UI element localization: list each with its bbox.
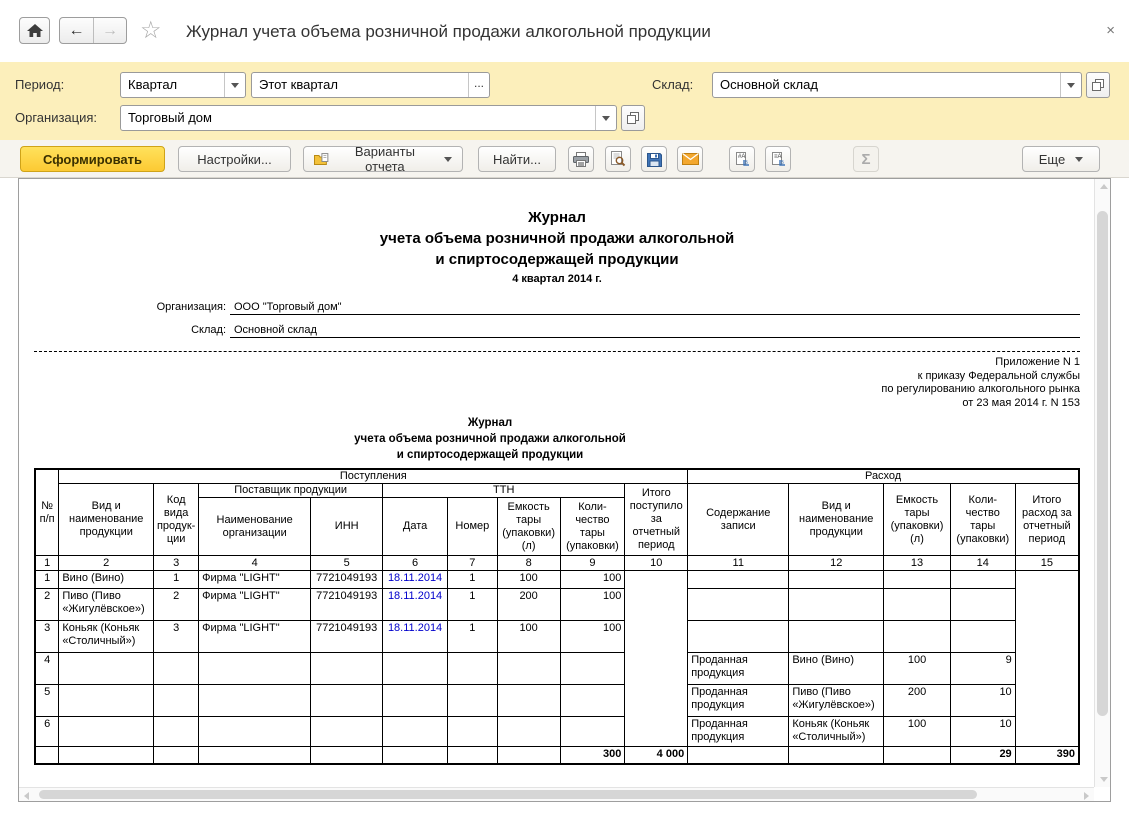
organization-open-button[interactable] — [621, 105, 645, 131]
totals-cell — [789, 747, 884, 764]
save-icon — [647, 152, 662, 167]
table-cell[interactable]: 18.11.2014 — [383, 571, 448, 589]
table-cell: Проданная продукция — [688, 717, 789, 747]
header-capacity2: Емкость тары (упаковки) (л) — [884, 484, 951, 556]
more-label: Еще — [1038, 151, 1066, 167]
table-cell — [688, 571, 789, 589]
report-document — [19, 179, 1094, 787]
table-cell — [884, 571, 951, 589]
chevron-down-icon — [444, 157, 452, 162]
journal-table — [34, 468, 1080, 765]
report-title: Журнал учета объема розничной продажи алкогольной и спиртосодержащей продукции — [379, 209, 735, 268]
table-body — [35, 571, 1079, 764]
horizontal-scroll-thumb[interactable] — [39, 790, 977, 799]
chevron-down-icon[interactable] — [1060, 73, 1081, 97]
scroll-left-icon[interactable] — [24, 792, 29, 800]
header-qty2: Коли-чество тары (упаковки) — [950, 484, 1015, 556]
table-cell — [199, 653, 311, 685]
header-num: № п/п — [35, 469, 59, 556]
column-number-cell: 12 — [789, 556, 884, 571]
table-cell — [950, 571, 1015, 589]
total-in-merged-cell — [625, 571, 688, 747]
header-kind2: Вид и наименование продукции — [789, 484, 884, 556]
table-cell: 1 — [448, 621, 498, 653]
table-cell[interactable]: 18.11.2014 — [383, 621, 448, 653]
history-nav — [59, 17, 127, 44]
table-cell: 3 — [35, 621, 59, 653]
header-kind: Вид и наименование продукции — [59, 484, 154, 556]
table-cell — [497, 653, 560, 685]
table-cell: 1 — [154, 571, 199, 589]
scroll-right-icon[interactable] — [1084, 792, 1089, 800]
table-cell — [497, 685, 560, 717]
header-group-supplier: Поставщик продукции — [199, 484, 383, 498]
table-cell — [560, 653, 625, 685]
period-value-text: Этот квартал — [259, 77, 338, 92]
header-group-ttn: ТТН — [383, 484, 625, 498]
table-cell: Фирма "LIGHT" — [199, 621, 311, 653]
chevron-down-icon — [1075, 157, 1083, 162]
header-rows-icon — [734, 151, 750, 167]
footer-settings-button[interactable] — [765, 146, 791, 172]
period-kind-value: Квартал — [128, 77, 178, 92]
table-cell: 100 — [884, 653, 951, 685]
svg-text:#A: #A — [738, 154, 746, 160]
forward-icon: → — [102, 21, 118, 39]
save-button[interactable] — [641, 146, 667, 172]
header-group-receipts: Поступления — [59, 469, 688, 484]
table-cell: Вино (Вино) — [789, 653, 884, 685]
back-button[interactable] — [60, 18, 93, 43]
totals-cell — [199, 747, 311, 764]
table-cell — [688, 621, 789, 653]
favorite-star-icon[interactable]: ☆ — [140, 17, 162, 44]
table-cell — [884, 621, 951, 653]
table-cell — [448, 653, 498, 685]
totals-cell — [383, 747, 448, 764]
table-cell: 10 — [950, 685, 1015, 717]
table-row — [35, 589, 1079, 621]
column-number-cell: 5 — [311, 556, 383, 571]
column-number-cell: 11 — [688, 556, 789, 571]
period-value-input[interactable] — [251, 72, 490, 98]
column-number-cell: 6 — [383, 556, 448, 571]
header-capacity: Емкость тары (упаковки) (л) — [497, 498, 560, 556]
table-cell — [560, 685, 625, 717]
print-preview-icon — [610, 151, 626, 167]
report-panel — [18, 178, 1111, 802]
header-total-in: Итого поступило за отчетный период — [625, 484, 688, 556]
table-cell — [789, 621, 884, 653]
totals-row — [35, 747, 1079, 764]
column-number-cell: 10 — [625, 556, 688, 571]
totals-cell — [35, 747, 59, 764]
table-cell — [383, 717, 448, 747]
print-button[interactable] — [568, 146, 594, 172]
more-button[interactable] — [1022, 146, 1100, 172]
totals-cell: 300 — [560, 747, 625, 764]
table-cell: 7721049193 — [311, 621, 383, 653]
totals-cell: 29 — [950, 747, 1015, 764]
table-cell — [497, 717, 560, 747]
find-button[interactable]: Найти... — [478, 146, 556, 172]
table-cell: 7721049193 — [311, 589, 383, 621]
footer-rows-icon — [770, 151, 786, 167]
table-cell — [950, 621, 1015, 653]
svg-text:B: B — [780, 160, 784, 166]
table-cell: 1 — [448, 589, 498, 621]
scroll-up-icon[interactable] — [1100, 184, 1108, 189]
totals-cell: 390 — [1015, 747, 1079, 764]
table-cell — [789, 589, 884, 621]
total-out-merged-cell — [1015, 571, 1079, 747]
table-cell — [59, 653, 154, 685]
column-number-cell: 15 — [1015, 556, 1079, 571]
table-cell: Пиво (Пиво «Жигулёвское») — [789, 685, 884, 717]
open-icon — [627, 112, 639, 124]
table-cell: Проданная продукция — [688, 685, 789, 717]
report-variants-label: Варианты отчета — [354, 144, 415, 174]
open-icon — [1092, 79, 1104, 91]
organization-value: Торговый дом — [128, 110, 212, 125]
totals-cell — [688, 747, 789, 764]
table-cell: 100 — [497, 571, 560, 589]
table-cell: 200 — [884, 685, 951, 717]
table-cell — [154, 685, 199, 717]
column-number-cell: 8 — [497, 556, 560, 571]
totals-cell — [154, 747, 199, 764]
chevron-down-icon[interactable] — [224, 73, 245, 97]
table-cell: Вино (Вино) — [59, 571, 154, 589]
header-inn: ИНН — [311, 498, 383, 556]
table-cell — [448, 717, 498, 747]
warehouse-select[interactable] — [712, 72, 1082, 98]
column-number-cell: 1 — [35, 556, 59, 571]
totals-cell — [884, 747, 951, 764]
table-cell: 3 — [154, 621, 199, 653]
table-cell: 200 — [497, 589, 560, 621]
table-cell: 2 — [154, 589, 199, 621]
organization-label: Организация: — [15, 110, 98, 125]
table-cell: 100 — [560, 571, 625, 589]
sigma-icon: Σ — [861, 150, 871, 168]
table-cell — [383, 653, 448, 685]
header-code: Код вида продук-ции — [154, 484, 199, 556]
table-cell: Фирма "LIGHT" — [199, 589, 311, 621]
settings-button[interactable]: Настройки... — [178, 146, 291, 172]
report-organization-value: ООО "Торговый дом" — [230, 301, 1080, 315]
filter-panel — [0, 62, 1129, 140]
scroll-down-icon[interactable] — [1100, 777, 1108, 782]
column-number-cell: 13 — [884, 556, 951, 571]
table-cell: 5 — [35, 685, 59, 717]
totals-cell — [59, 747, 154, 764]
table-cell[interactable]: 18.11.2014 — [383, 589, 448, 621]
page-title: Журнал учета объема розничной продажи алкогольной продукции — [186, 22, 711, 41]
send-email-button[interactable] — [677, 146, 703, 172]
column-number-cell: 3 — [154, 556, 199, 571]
column-number-cell: 7 — [448, 556, 498, 571]
table-cell — [560, 717, 625, 747]
home-icon — [27, 24, 43, 38]
table-row — [35, 621, 1079, 653]
table-cell: 6 — [35, 717, 59, 747]
table-cell: 100 — [560, 621, 625, 653]
table-cell: Коньяк (Коньяк «Столичный») — [59, 621, 154, 653]
report-warehouse-label: Склад: — [191, 324, 226, 336]
table-cell — [311, 717, 383, 747]
column-number-cell: 14 — [950, 556, 1015, 571]
table-cell — [688, 589, 789, 621]
table-cell: Пиво (Пиво «Жигулёвское») — [59, 589, 154, 621]
table-cell — [950, 589, 1015, 621]
sum-button — [853, 146, 879, 172]
close-icon[interactable]: × — [1106, 22, 1115, 39]
column-number-cell: 9 — [560, 556, 625, 571]
totals-cell — [311, 747, 383, 764]
table-cell: 10 — [950, 717, 1015, 747]
header-group-expense: Расход — [688, 469, 1079, 484]
chevron-down-icon[interactable] — [595, 106, 616, 130]
table-cell — [59, 717, 154, 747]
header-org: Наименование организации — [199, 498, 311, 556]
table-cell — [59, 685, 154, 717]
home-button[interactable] — [19, 17, 50, 44]
header-number: Номер — [448, 498, 498, 556]
table-cell — [789, 571, 884, 589]
report-variants-icon — [314, 153, 329, 166]
vertical-scrollbar[interactable] — [1094, 179, 1110, 787]
totals-cell — [448, 747, 498, 764]
organization-select[interactable] — [120, 105, 617, 131]
table-cell: Коньяк (Коньяк «Столичный») — [789, 717, 884, 747]
table-row — [35, 717, 1079, 747]
report-toolbar — [0, 140, 1129, 178]
warehouse-label: Склад: — [652, 77, 694, 92]
report-organization-line — [34, 301, 1080, 315]
header-settings-button[interactable] — [729, 146, 755, 172]
header-content: Содержание записи — [688, 484, 789, 556]
totals-cell — [497, 747, 560, 764]
table-cell — [154, 653, 199, 685]
svg-text:B: B — [744, 160, 748, 166]
table-cell — [311, 685, 383, 717]
horizontal-scrollbar[interactable] — [19, 787, 1094, 801]
report-subtitle: Журнал учета объема розничной продажи алкогольной и спиртосодержащей продукции — [354, 417, 626, 461]
table-header — [35, 469, 1079, 571]
table-cell — [311, 653, 383, 685]
period-label: Период: — [15, 77, 65, 92]
generate-button[interactable]: Сформировать — [20, 146, 165, 172]
totals-cell: 4 000 — [625, 747, 688, 764]
table-cell — [884, 589, 951, 621]
period-more-button[interactable]: ... — [468, 73, 489, 97]
header-date: Дата — [383, 498, 448, 556]
table-cell — [154, 717, 199, 747]
table-cell: 100 — [497, 621, 560, 653]
printer-icon — [573, 152, 589, 167]
appendix-block: Приложение N 1 к приказу Федеральной службы по регулированию алкогольного рынка от 23 мая 2014 г. N 153 — [881, 356, 1080, 409]
titlebar — [0, 0, 1129, 62]
table-cell — [383, 685, 448, 717]
dashed-divider — [34, 351, 1080, 352]
table-cell: 7721049193 — [311, 571, 383, 589]
table-cell — [199, 717, 311, 747]
report-warehouse-value: Основной склад — [230, 324, 1080, 338]
table-cell: 1 — [448, 571, 498, 589]
vertical-scroll-thumb[interactable] — [1097, 211, 1108, 716]
report-period: 4 квартал 2014 г. — [512, 273, 602, 285]
table-cell: Фирма "LIGHT" — [199, 571, 311, 589]
table-cell: 9 — [950, 653, 1015, 685]
table-cell: 100 — [560, 589, 625, 621]
report-organization-label: Организация: — [156, 301, 226, 313]
forward-button[interactable] — [93, 18, 126, 43]
table-cell: 1 — [35, 571, 59, 589]
mail-icon — [682, 153, 699, 165]
table-row — [35, 653, 1079, 685]
period-kind-select[interactable] — [120, 72, 246, 98]
warehouse-open-button[interactable] — [1086, 72, 1110, 98]
column-number-cell: 2 — [59, 556, 154, 571]
table-cell — [448, 685, 498, 717]
column-number-cell: 4 — [199, 556, 311, 571]
table-cell: 100 — [884, 717, 951, 747]
back-icon: ← — [68, 21, 85, 39]
header-total-out: Итого расход за отчетный период — [1015, 484, 1079, 556]
table-row — [35, 571, 1079, 589]
warehouse-value: Основной склад — [720, 77, 818, 92]
header-qty: Коли-чество тары (упаковки) — [560, 498, 625, 556]
table-cell: 2 — [35, 589, 59, 621]
table-cell — [199, 685, 311, 717]
print-preview-button[interactable] — [605, 146, 631, 172]
svg-text:≡A: ≡A — [774, 154, 782, 160]
report-warehouse-line — [34, 324, 1080, 338]
column-numbers-row — [35, 556, 1079, 571]
table-row — [35, 685, 1079, 717]
report-variants-button[interactable] — [303, 146, 463, 172]
table-cell: Проданная продукция — [688, 653, 789, 685]
table-cell: 4 — [35, 653, 59, 685]
